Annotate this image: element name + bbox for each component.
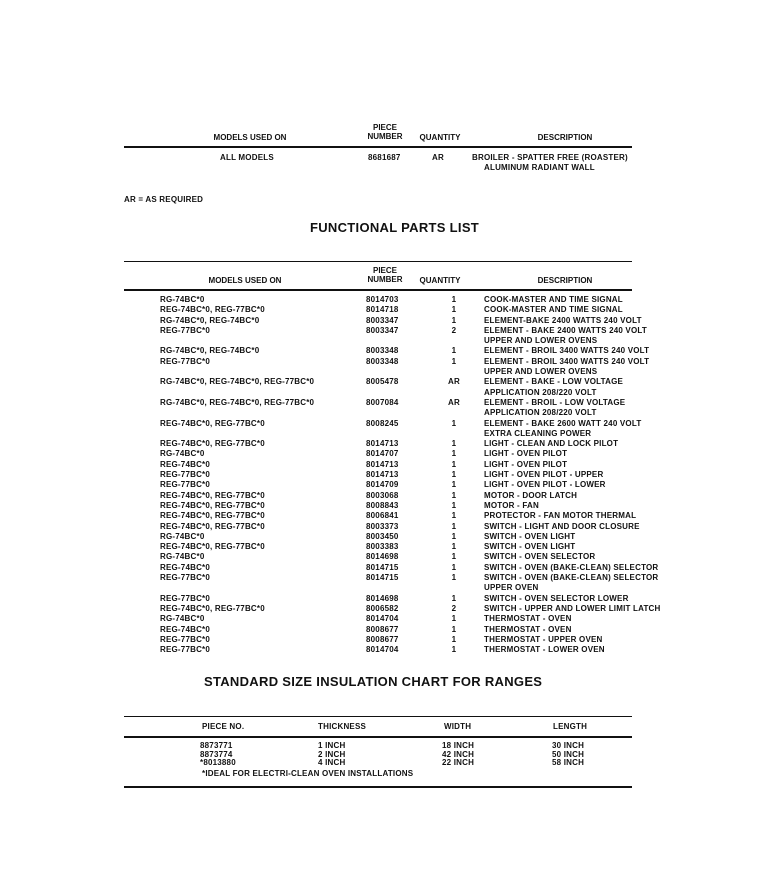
part-piece-number (366, 336, 436, 346)
insulation-top-rule (124, 716, 632, 717)
part-description: MOTOR - FAN (484, 500, 539, 510)
part-description: LIGHT - OVEN PILOT - LOWER (484, 480, 606, 490)
part-quantity (436, 583, 472, 593)
part-piece-number: 8014715 (366, 573, 399, 583)
part-quantity (436, 429, 472, 439)
part-models (160, 583, 366, 593)
part-piece-number: 8005478 (366, 377, 399, 387)
part-quantity: 1 (451, 645, 457, 655)
part-models: REG-74BC*0 (160, 562, 211, 572)
part-description: SWITCH - OVEN LIGHT (484, 542, 576, 552)
parts-table-body (160, 295, 661, 655)
part-piece-number: 8003068 (366, 490, 399, 500)
part-description: THERMOSTAT - OVEN (484, 624, 572, 634)
part-piece-number: 8008245 (366, 418, 399, 428)
insulation-header-rule (124, 736, 632, 738)
parts-row (160, 305, 661, 315)
insulation-thickness: 2 INCH (318, 749, 346, 759)
part-description: SWITCH - OVEN (BAKE-CLEAN) SELECTOR (484, 573, 659, 583)
top-header-models: MODELS USED ON (213, 133, 287, 142)
parts-row (160, 604, 661, 614)
part-piece-number: 8014715 (366, 562, 399, 572)
insulation-table (200, 742, 632, 768)
part-models: RG-74BC*0 (160, 449, 205, 459)
part-piece-number (366, 367, 436, 377)
parts-row (160, 594, 661, 604)
parts-row (160, 625, 661, 635)
part-quantity: 1 (451, 562, 457, 572)
part-models: REG-74BC*0, REG-77BC*0 (160, 521, 265, 531)
part-models: REG-74BC*0, REG-77BC*0 (160, 305, 265, 315)
part-piece-number (366, 388, 436, 398)
parts-row (160, 501, 661, 511)
part-models: RG-74BC*0, REG-74BC*0 (160, 315, 260, 325)
part-piece-number: 8008843 (366, 500, 399, 510)
part-models: REG-74BC*0, REG-77BC*0 (160, 490, 265, 500)
parts-row (160, 388, 661, 398)
part-quantity: 1 (451, 531, 457, 541)
part-piece-number: 8014704 (366, 614, 399, 624)
parts-row (160, 295, 661, 305)
parts-header-quantity: QUANTITY (419, 276, 461, 285)
parts-row (160, 357, 661, 367)
part-piece-number: 8014707 (366, 449, 399, 459)
part-piece-number: 8003348 (366, 346, 399, 356)
part-models: REG-77BC*0 (160, 634, 211, 644)
top-row-piece: 8681687 (368, 153, 401, 162)
top-row-description-2: ALUMINUM RADIANT WALL (484, 163, 595, 172)
insulation-length: 30 INCH (552, 741, 585, 750)
part-quantity (436, 388, 472, 398)
part-description: THERMOSTAT - OVEN (484, 614, 572, 624)
part-description: ELEMENT - BAKE 2400 WATTS 240 VOLT (484, 325, 647, 335)
part-quantity: 1 (451, 614, 457, 624)
part-models: REG-77BC*0 (160, 325, 211, 335)
part-quantity: 1 (451, 315, 457, 325)
parts-header-description: DESCRIPTION (537, 276, 593, 285)
part-quantity: 1 (451, 418, 457, 428)
parts-row (160, 614, 661, 624)
part-description: ELEMENT - BAKE 2600 WATT 240 VOLT (484, 418, 642, 428)
part-description: ELEMENT - BROIL 3400 WATTS 240 VOLT (484, 356, 650, 366)
part-quantity: 1 (451, 593, 457, 603)
part-description: THERMOSTAT - LOWER OVEN (484, 645, 605, 655)
part-description: APPLICATION 208/220 VOLT (484, 408, 597, 418)
parts-row (160, 563, 661, 573)
part-quantity: 1 (451, 511, 457, 521)
part-description: THERMOSTAT - UPPER OVEN (484, 634, 603, 644)
part-models: REG-74BC*0, REG-77BC*0 (160, 542, 265, 552)
part-piece-number: 8003348 (366, 356, 399, 366)
parts-row (160, 635, 661, 645)
part-models: RG-74BC*0, REG-74BC*0, REG-77BC*0 (160, 377, 315, 387)
parts-row (160, 460, 661, 470)
parts-row (160, 449, 661, 459)
part-quantity: 1 (451, 542, 457, 552)
part-quantity: 1 (451, 346, 457, 356)
top-table-rule (124, 146, 632, 148)
part-quantity: 1 (451, 500, 457, 510)
part-piece-number: 8014713 (366, 470, 399, 480)
part-piece-number: 8014713 (366, 459, 399, 469)
part-piece-number: 8003383 (366, 542, 399, 552)
part-models: REG-77BC*0 (160, 593, 211, 603)
insulation-width: 18 INCH (442, 741, 475, 750)
part-models: REG-74BC*0, REG-77BC*0 (160, 511, 265, 521)
part-piece-number: 8014704 (366, 645, 399, 655)
part-description: COOK-MASTER AND TIME SIGNAL (484, 295, 623, 304)
parts-header-rule (124, 289, 632, 291)
top-header-piece-line2: NUMBER (367, 132, 403, 141)
parts-row (160, 583, 661, 593)
parts-row (160, 419, 661, 429)
parts-header-piece-line1: PIECE (372, 266, 397, 275)
parts-header-piece (355, 266, 415, 284)
parts-row (160, 552, 661, 562)
part-quantity: 1 (451, 480, 457, 490)
part-quantity: 1 (451, 573, 457, 583)
parts-row (160, 316, 661, 326)
part-quantity: 1 (451, 449, 457, 459)
parts-row (160, 377, 661, 387)
insulation-note: *IDEAL FOR ELECTRI-CLEAN OVEN INSTALLATIONS (202, 769, 414, 778)
part-description: COOK-MASTER AND TIME SIGNAL (484, 305, 623, 315)
part-models (160, 336, 366, 346)
insulation-header-width: WIDTH (444, 722, 472, 731)
parts-row (160, 491, 661, 501)
part-quantity (436, 367, 472, 377)
part-piece-number (366, 408, 436, 418)
part-quantity: 1 (451, 552, 457, 562)
part-description: UPPER AND LOWER OVENS (484, 367, 598, 377)
part-piece-number: 8014698 (366, 552, 399, 562)
parts-row (160, 645, 661, 655)
part-description: SWITCH - OVEN SELECTOR LOWER (484, 593, 629, 603)
insulation-header-thickness: THICKNESS (318, 722, 367, 731)
part-piece-number: 8006582 (366, 603, 399, 613)
functional-parts-title: FUNCTIONAL PARTS LIST (310, 220, 480, 235)
part-models: REG-74BC*0, REG-77BC*0 (160, 603, 265, 613)
part-models: REG-77BC*0 (160, 480, 211, 490)
part-piece-number: 8008677 (366, 634, 399, 644)
parts-top-rule (124, 261, 632, 262)
part-quantity: 1 (451, 634, 457, 644)
part-models: REG-77BC*0 (160, 356, 211, 366)
insulation-length: 50 INCH (552, 749, 585, 759)
part-description: LIGHT - CLEAN AND LOCK PILOT (484, 439, 619, 449)
part-piece-number: 8003373 (366, 521, 399, 531)
part-piece-number: 8014713 (366, 439, 399, 449)
part-piece-number: 8006841 (366, 511, 399, 521)
part-description: SWITCH - LIGHT AND DOOR CLOSURE (484, 521, 640, 531)
part-models: REG-74BC*0, REG-77BC*0 (160, 418, 265, 428)
part-models: RG-74BC*0 (160, 295, 205, 304)
part-models: REG-77BC*0 (160, 645, 211, 655)
parts-row (160, 532, 661, 542)
parts-header-models: MODELS USED ON (208, 276, 282, 285)
part-description: UPPER OVEN (484, 583, 539, 593)
part-quantity: 1 (451, 439, 457, 449)
part-description: UPPER AND LOWER OVENS (484, 336, 598, 346)
parts-row (160, 398, 661, 408)
parts-row (160, 367, 661, 377)
top-header-description: DESCRIPTION (537, 133, 593, 142)
part-piece-number: 8007084 (366, 397, 399, 407)
top-row-models: ALL MODELS (220, 153, 274, 162)
part-quantity: 1 (451, 490, 457, 500)
parts-row (160, 480, 661, 490)
parts-row (160, 326, 661, 336)
part-piece-number: 8003450 (366, 531, 399, 541)
insulation-width: 42 INCH (442, 749, 475, 759)
part-description: SWITCH - OVEN (BAKE-CLEAN) SELECTOR (484, 562, 659, 572)
part-description: ELEMENT - BAKE - LOW VOLTAGE (484, 377, 624, 387)
parts-row (160, 470, 661, 480)
insulation-thickness: 4 INCH (318, 758, 346, 767)
parts-row (160, 336, 661, 346)
parts-row (160, 522, 661, 532)
part-models: REG-74BC*0, REG-77BC*0 (160, 500, 265, 510)
part-models: REG-77BC*0 (160, 573, 211, 583)
part-quantity: 1 (451, 305, 457, 315)
part-models: RG-74BC*0, REG-74BC*0, REG-77BC*0 (160, 397, 315, 407)
part-quantity: 1 (451, 295, 457, 304)
part-description: ELEMENT - BROIL - LOW VOLTAGE (484, 397, 626, 407)
part-models (160, 388, 366, 398)
parts-row (160, 511, 661, 521)
insulation-title: STANDARD SIZE INSULATION CHART FOR RANGES (204, 674, 543, 689)
insulation-table-body (200, 742, 632, 768)
part-quantity: 1 (451, 459, 457, 469)
insulation-header-length: LENGTH (553, 722, 588, 731)
parts-row (160, 408, 661, 418)
part-piece-number: 8008677 (366, 624, 399, 634)
part-quantity: 2 (451, 603, 457, 613)
parts-header-piece-line2: NUMBER (367, 275, 403, 284)
part-piece-number: 8014698 (366, 593, 399, 603)
parts-row (160, 439, 661, 449)
part-quantity: 1 (451, 356, 457, 366)
part-quantity: 1 (451, 470, 457, 480)
part-quantity: AR (448, 377, 460, 387)
insulation-piece-number: 8873774 (200, 749, 233, 759)
top-row-quantity: AR (432, 153, 444, 162)
top-row-description-1: BROILER - SPATTER FREE (ROASTER) (472, 153, 628, 162)
part-description: PROTECTOR - FAN MOTOR THERMAL (484, 511, 637, 521)
part-description: LIGHT - OVEN PILOT - UPPER (484, 470, 604, 480)
part-piece-number: 8014718 (366, 305, 399, 315)
part-models (160, 429, 366, 439)
parts-row (160, 573, 661, 583)
insulation-piece-number: *8013880 (200, 758, 236, 767)
part-quantity: 1 (451, 624, 457, 634)
top-header-piece-line1: PIECE (372, 123, 397, 132)
part-models: REG-74BC*0 (160, 459, 211, 469)
parts-table (160, 295, 661, 655)
part-piece-number (366, 429, 436, 439)
part-models: REG-74BC*0, REG-77BC*0 (160, 439, 265, 449)
part-piece-number: 8014703 (366, 295, 399, 304)
part-description: MOTOR - DOOR LATCH (484, 490, 578, 500)
part-models: RG-74BC*0, REG-74BC*0 (160, 346, 260, 356)
part-models: REG-77BC*0 (160, 470, 211, 480)
part-description: LIGHT - OVEN PILOT (484, 449, 568, 459)
part-models: RG-74BC*0 (160, 614, 205, 624)
part-description: SWITCH - UPPER AND LOWER LIMIT LATCH (484, 603, 661, 613)
part-piece-number (366, 583, 436, 593)
part-description: SWITCH - OVEN SELECTOR (484, 552, 596, 562)
part-description: LIGHT - OVEN PILOT (484, 459, 568, 469)
insulation-length: 58 INCH (552, 758, 585, 767)
part-description: EXTRA CLEANING POWER (484, 428, 592, 438)
part-quantity: 1 (451, 521, 457, 531)
part-description: APPLICATION 208/220 VOLT (484, 387, 597, 397)
part-piece-number: 8014709 (366, 480, 399, 490)
part-description: SWITCH - OVEN LIGHT (484, 531, 576, 541)
part-models: RG-74BC*0 (160, 552, 205, 562)
parts-row (160, 542, 661, 552)
top-header-piece (355, 123, 415, 141)
part-description: ELEMENT-BAKE 2400 WATTS 240 VOLT (484, 315, 642, 325)
part-models (160, 408, 366, 418)
ar-note: AR = AS REQUIRED (124, 195, 204, 204)
part-models (160, 367, 366, 377)
parts-row (160, 346, 661, 356)
insulation-row (200, 759, 632, 768)
part-models: REG-74BC*0 (160, 624, 211, 634)
part-quantity: 2 (451, 325, 457, 335)
part-quantity: AR (448, 397, 460, 407)
insulation-bottom-rule (124, 786, 632, 788)
part-piece-number: 8003347 (366, 315, 399, 325)
part-models: RG-74BC*0 (160, 531, 205, 541)
top-header-quantity: QUANTITY (419, 133, 461, 142)
insulation-width: 22 INCH (442, 758, 475, 767)
part-quantity (436, 336, 472, 346)
insulation-piece-number: 8873771 (200, 741, 233, 750)
insulation-header-piece: PIECE NO. (202, 722, 245, 731)
parts-row (160, 429, 661, 439)
part-piece-number: 8003347 (366, 325, 399, 335)
insulation-thickness: 1 INCH (318, 741, 346, 750)
part-quantity (436, 408, 472, 418)
part-description: ELEMENT - BROIL 3400 WATTS 240 VOLT (484, 346, 650, 356)
